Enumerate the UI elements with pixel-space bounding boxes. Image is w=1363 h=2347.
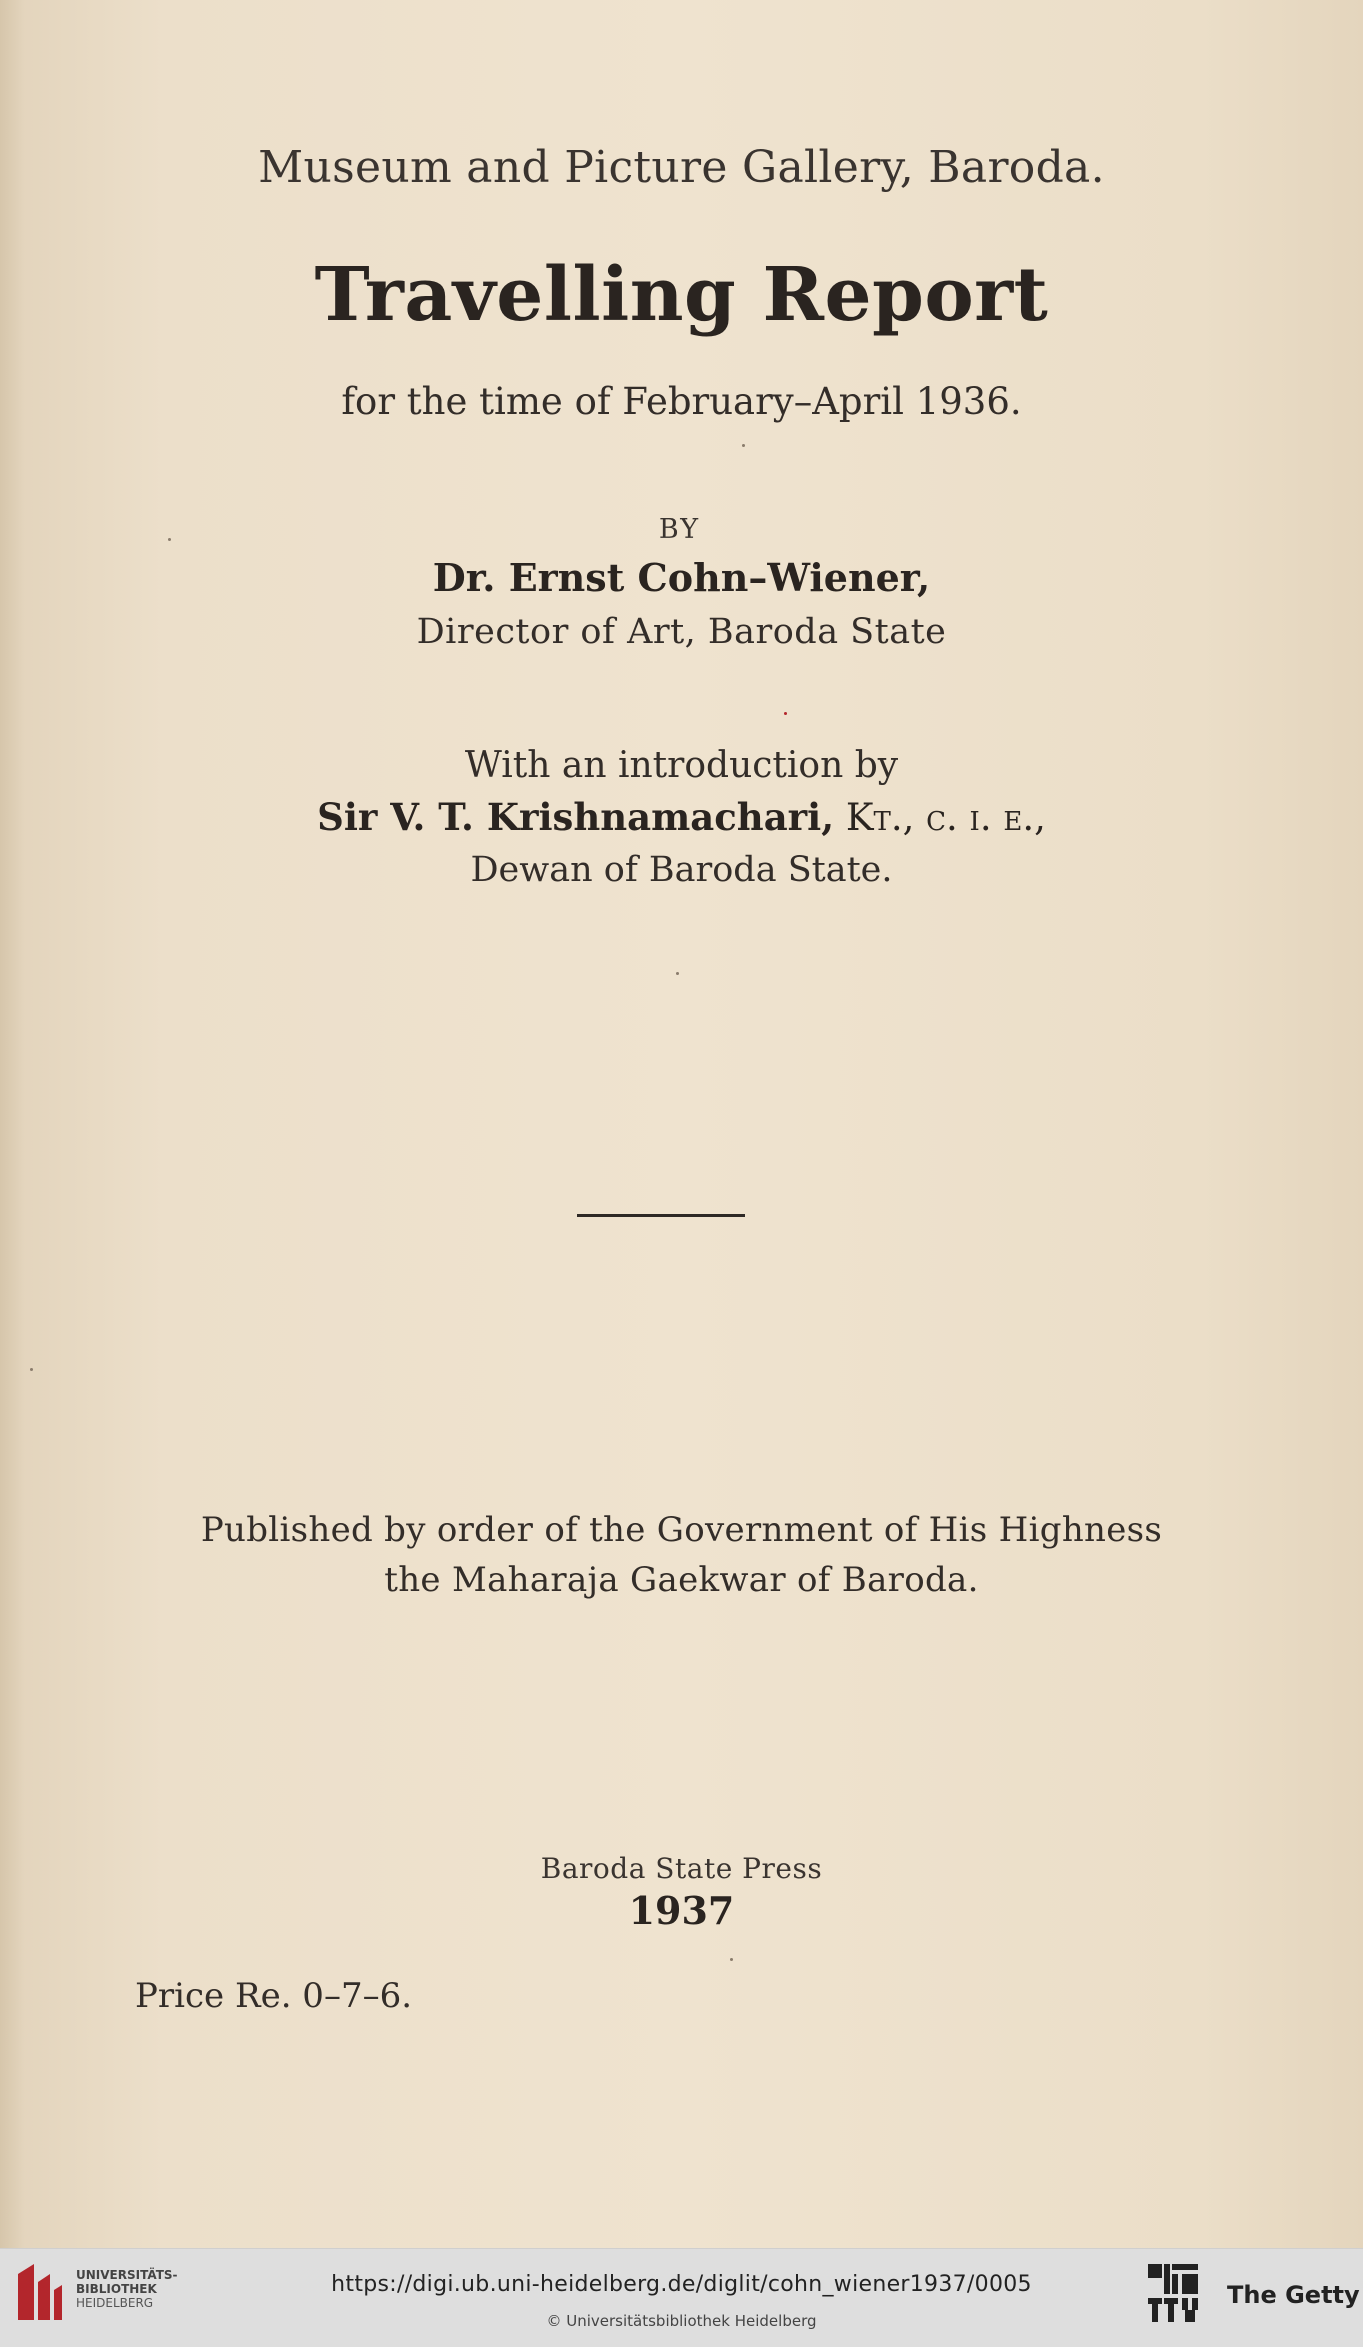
paper-speck xyxy=(784,712,787,715)
introduction-author-honours: Kt., c. i. e., xyxy=(845,796,1046,839)
paper-speck xyxy=(730,1958,733,1961)
paper-speck xyxy=(30,1368,33,1371)
paper-speck xyxy=(676,972,679,975)
introduction-author-name: Sir V. T. Krishnamachari, xyxy=(317,795,835,839)
report-title: Travelling Report xyxy=(314,252,1049,338)
press-name: Baroda State Press xyxy=(540,1852,823,1885)
paper-speck xyxy=(742,444,745,447)
institution-heading: Museum and Picture Gallery, Baroda. xyxy=(258,142,1105,193)
publisher-line-2: the Maharaja Gaekwar of Baroda. xyxy=(384,1560,979,1600)
by-label: BY xyxy=(658,514,701,545)
paper-speck xyxy=(168,538,171,541)
library-name-line-3: HEIDELBERG xyxy=(76,2296,154,2310)
price-label: Price Re. 0–7–6. xyxy=(135,1976,413,2016)
introduction-line: With an introduction by xyxy=(464,745,899,786)
getty-logo-icon[interactable] xyxy=(1146,2262,1202,2324)
publisher-line-1: Published by order of the Government of His Highness xyxy=(200,1510,1163,1550)
library-name-line-1: UNIVERSITÄTS- xyxy=(76,2268,178,2282)
library-name-line-2: BIBLIOTHEK xyxy=(76,2282,157,2296)
copyright-notice: © Universitätsbibliothek Heidelberg xyxy=(546,2312,817,2330)
introduction-author-role: Dewan of Baroda State. xyxy=(470,850,893,890)
permalink-url[interactable]: https://digi.ub.uni-heidelberg.de/diglit/cohn_wiener1937/0005 xyxy=(331,2272,1032,2297)
publication-year: 1937 xyxy=(628,1888,735,1933)
report-period: for the time of February–April 1936. xyxy=(341,380,1022,423)
author-role: Director of Art, Baroda State xyxy=(416,612,947,652)
divider-rule xyxy=(577,1214,745,1217)
introduction-author xyxy=(0,795,1363,839)
author-name: Dr. Ernst Cohn–Wiener, xyxy=(432,555,931,600)
partner-name: The Getty xyxy=(1227,2281,1360,2309)
